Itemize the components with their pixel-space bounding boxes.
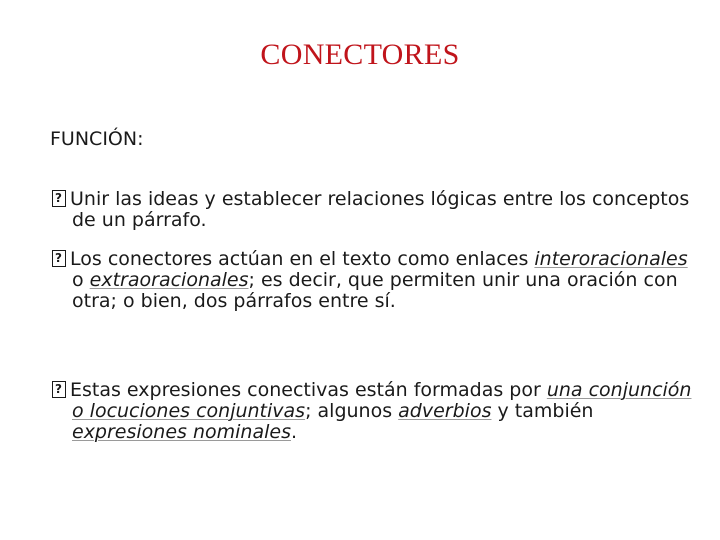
- slide-title: CONECTORES: [260, 38, 460, 71]
- bullet-2-text-end: ; es decir, que permiten unir una oración con otra; o bien, dos párrafos entre sí.: [72, 269, 678, 312]
- missing-glyph-icon: [52, 381, 66, 398]
- bullet-3-term-conjuncion: una conjunción o locuciones conjuntivas: [72, 379, 692, 422]
- section-heading: FUNCIÓN:: [50, 128, 144, 150]
- bullet-item-3: [52, 380, 692, 443]
- bullet-item-1: [52, 189, 692, 231]
- bullet-1-text: Unir las ideas y establecer relaciones lógicas entre los conceptos de un párrafo.: [70, 188, 690, 231]
- bullet-2-term-interoracionales: interoracionales: [534, 248, 688, 270]
- bullet-3-text-start: Estas expresiones conectivas están formadas por: [70, 379, 547, 401]
- missing-glyph-icon: [52, 250, 66, 267]
- bullet-item-2: [52, 249, 692, 312]
- bullet-3-term-expresiones-nominales: expresiones nominales: [72, 421, 291, 443]
- bullet-3-text-mid2: y también: [491, 400, 594, 422]
- bullet-3-text-mid: ; algunos: [305, 400, 399, 422]
- missing-glyph-icon: [52, 190, 66, 207]
- bullet-3-term-adverbios: adverbios: [398, 400, 492, 422]
- bullet-3-text-end: .: [290, 421, 298, 443]
- bullet-2-text-start: Los conectores actúan en el texto como enlaces: [70, 248, 535, 270]
- bullet-2-text-mid: o: [72, 269, 90, 291]
- bullet-2-term-extraoracionales: extraoracionales: [89, 269, 249, 291]
